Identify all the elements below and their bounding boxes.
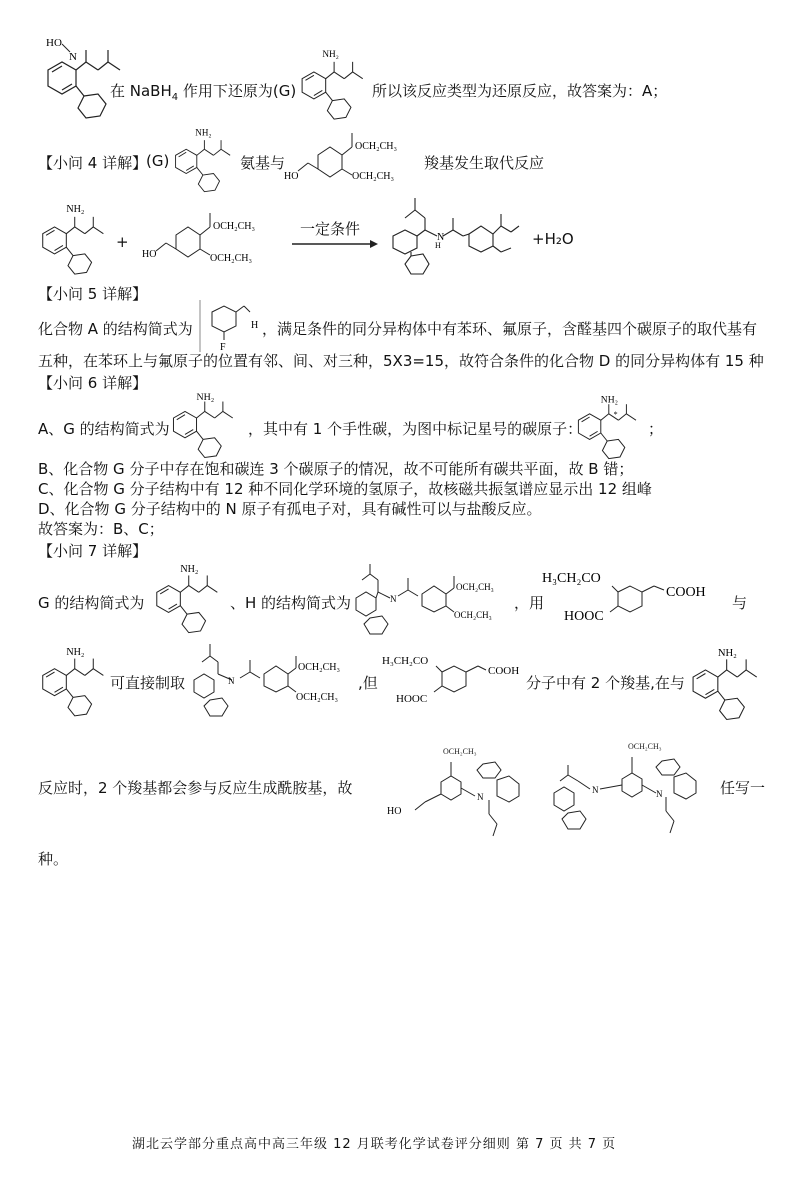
- acid-ester-structure-2: [140, 205, 280, 269]
- h-structure-1: [350, 560, 510, 644]
- h-structure-2: [188, 640, 363, 729]
- svg-text:*: *: [613, 410, 618, 419]
- q7-l1-d: 与: [732, 594, 748, 612]
- svg-text:HO: HO: [142, 249, 157, 260]
- svg-text:NH₂: NH₂: [66, 647, 85, 659]
- q6-c: C、化合物 G 分子结构中有 12 种不同化学环境的氢原子，故核磁共振氢谱应显示出 12 组峰: [38, 480, 652, 498]
- q7-l1-c: ，用: [514, 594, 545, 612]
- q6-answer: 故答案为：B、C；: [38, 520, 164, 538]
- g-structure-3: [166, 390, 246, 464]
- svg-text:NH₂: NH₂: [180, 564, 199, 576]
- svg-text:NH₂: NH₂: [66, 203, 85, 215]
- svg-text:OCH₂CH₃: OCH₂CH₃: [628, 742, 662, 751]
- svg-text:H: H: [251, 320, 259, 331]
- svg-text:NH₂: NH₂: [717, 647, 737, 659]
- svg-text:N: N: [228, 676, 235, 686]
- reactant-g: [36, 200, 116, 284]
- svg-text:COOH: COOH: [666, 585, 706, 600]
- compound-a-structure: [198, 298, 260, 358]
- reduction-conclusion: 所以该反应类型为还原反应，故答案为：A；: [372, 82, 668, 100]
- water-product: +H₂O: [532, 230, 574, 248]
- q5-line2: 五种，在苯环上与氟原子的位置有邻、间、对三种，5X3=15，故符合条件的化合物 D 的同分异构体有 15 种: [38, 352, 764, 370]
- q5-line1-b: ，满足条件的同分异构体中有苯环、氟原子，含醛基四个碳原子的取代基有: [262, 320, 758, 338]
- plus-sign: +: [116, 233, 129, 251]
- g-structure-starred: [572, 393, 648, 465]
- q4-heading: 【小问 4 详解】: [38, 154, 148, 172]
- svg-text:OCH₂CH₃: OCH₂CH₃: [213, 221, 255, 232]
- q5-line1-a: 化合物 A 的结构简式为: [38, 320, 193, 338]
- svg-text:OCH₂CH₃: OCH₂CH₃: [355, 141, 397, 152]
- svg-text:OCH₂CH₃: OCH₂CH₃: [454, 610, 492, 620]
- di-amide-structure: [548, 735, 708, 844]
- reaction-condition: 一定条件: [300, 220, 361, 238]
- q7-heading: 【小问 7 详解】: [38, 542, 148, 560]
- g-structure-4: [150, 562, 230, 640]
- q7-l4: 种。: [38, 850, 69, 868]
- g-structure-2: [168, 125, 240, 201]
- g-structure-1: [292, 45, 372, 129]
- svg-text:OCH₂CH₃: OCH₂CH₃: [352, 171, 394, 182]
- acid-ester-structure-1: [282, 125, 422, 189]
- svg-text:H₃CH₂CO: H₃CH₂CO: [382, 655, 429, 667]
- svg-text:OCH₂CH₃: OCH₂CH₃: [298, 662, 340, 673]
- q6-a-3: ；: [648, 420, 664, 438]
- page-footer: 湖北云学部分重点高中高三年级 12 月联考化学试卷评分细则 第 7 页 共 7 页: [132, 1137, 617, 1152]
- q7-l2-c: 分子中有 2 个羧基,在与: [526, 674, 685, 692]
- svg-text:N: N: [477, 792, 484, 802]
- svg-text:HO: HO: [284, 171, 299, 182]
- q6-heading: 【小问 6 详解】: [38, 374, 148, 392]
- svg-text:NH₂: NH₂: [195, 127, 212, 138]
- q7-l1-b: 、H 的结构简式为: [230, 594, 352, 612]
- q7-l3-a: 反应时，2 个羧基都会参与反应生成酰胺基，故: [38, 779, 353, 797]
- oxime-label: HO: [46, 37, 62, 49]
- product-h: [385, 190, 535, 284]
- q7-l3-b: 任写一: [720, 779, 766, 797]
- diacid-structure-2: [380, 650, 530, 714]
- svg-text:N: N: [69, 51, 77, 63]
- q6-a-1: A、G 的结构简式为: [38, 420, 170, 438]
- svg-text:HO: HO: [387, 806, 402, 817]
- q5-heading: 【小问 5 详解】: [38, 285, 148, 303]
- q7-l2-a: 可直接制取: [110, 674, 186, 692]
- g-structure-6: [686, 645, 770, 729]
- svg-text:HOOC: HOOC: [564, 609, 604, 624]
- q4-text-2: 羧基发生取代反应: [424, 154, 545, 172]
- q4-g-label: (G): [146, 152, 170, 170]
- q6-d: D、化合物 G 分子结构中的 N 原子有孤电子对，具有碱性可以与盐酸反应。: [38, 500, 542, 518]
- q7-l2-b: ,但: [358, 674, 378, 692]
- svg-text:N: N: [592, 785, 599, 795]
- g-structure-5: [36, 645, 116, 725]
- reduction-text: 在 NaBH$_4$ 作用下还原为(G): [110, 82, 297, 103]
- svg-text:OCH₂CH₃: OCH₂CH₃: [210, 253, 252, 264]
- svg-text:NH₂: NH₂: [600, 394, 619, 406]
- reaction-arrow: [290, 236, 380, 254]
- svg-text:NH₂: NH₂: [322, 49, 339, 60]
- svg-text:OCH₂CH₃: OCH₂CH₃: [443, 747, 477, 756]
- svg-text:H: H: [435, 241, 441, 250]
- diacid-structure-1: [540, 568, 730, 632]
- svg-text:NH₂: NH₂: [196, 391, 215, 403]
- svg-text:N: N: [437, 232, 445, 243]
- svg-text:N: N: [656, 789, 663, 799]
- q6-a-2: ，其中有 1 个手性碳，为图中标记星号的碳原子：: [248, 420, 583, 438]
- svg-text:COOH: COOH: [488, 665, 520, 677]
- q7-l1-a: G 的结构简式为: [38, 594, 145, 612]
- svg-text:F: F: [220, 342, 226, 353]
- mono-amide-structure: [385, 740, 525, 844]
- svg-text:H₃CH₂CO: H₃CH₂CO: [542, 571, 601, 586]
- svg-text:OCH₂CH₃: OCH₂CH₃: [296, 692, 338, 703]
- svg-text:HOOC: HOOC: [396, 693, 428, 705]
- svg-text:OCH₂CH₃: OCH₂CH₃: [456, 582, 494, 592]
- svg-text:N: N: [390, 594, 397, 604]
- q4-text-1: 氨基与: [240, 154, 286, 172]
- q6-b: B、化合物 G 分子中存在饱和碳连 3 个碳原子的情况，故不可能所有碳共平面，故 B 错；: [38, 460, 634, 478]
